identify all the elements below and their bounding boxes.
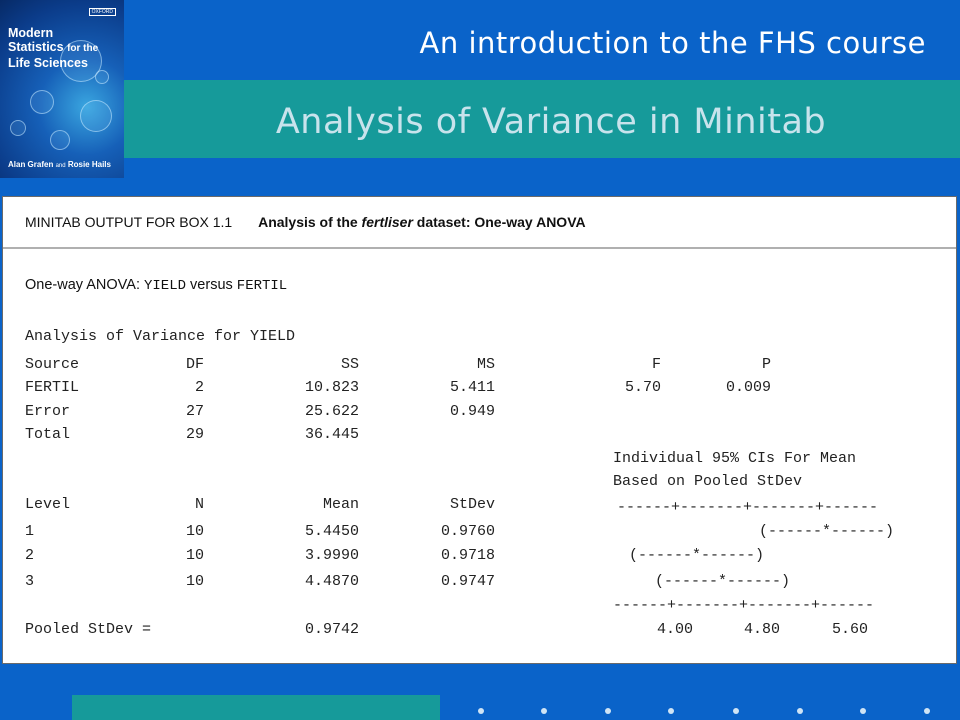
- anova-header-p: P: [761, 356, 771, 373]
- section-title: Analysis of Variance for YIELD: [25, 328, 296, 345]
- book-title-line3: Life Sciences: [8, 56, 88, 70]
- anova-header-f: F: [651, 356, 661, 373]
- anova-cell: 25.622: [304, 403, 359, 420]
- anova-response-var: YIELD: [144, 278, 187, 294]
- footer-dot: [733, 708, 739, 714]
- footer-dot: [924, 708, 930, 714]
- level-cell: 10: [185, 523, 204, 540]
- level-header-n: N: [194, 496, 204, 513]
- anova-cell: 0.009: [725, 379, 771, 396]
- anova-cell: 36.445: [304, 426, 359, 443]
- cover-bubble: [50, 130, 70, 150]
- anova-header-source: Source: [25, 356, 80, 373]
- level-header-level: Level: [25, 496, 71, 513]
- level-cell: 0.9747: [440, 573, 495, 590]
- book-title-word: Statistics: [8, 40, 64, 54]
- anova-cell: 2: [194, 379, 204, 396]
- anova-header-ms: MS: [476, 356, 495, 373]
- cover-bubble: [80, 100, 112, 132]
- book-authors: [8, 160, 124, 169]
- book-author: Rosie Hails: [67, 160, 111, 169]
- ci-tick-label: 4.00: [657, 621, 694, 638]
- ci-tick-label: 5.60: [832, 621, 869, 638]
- book-title-line2: [8, 40, 124, 56]
- box-title: [258, 214, 586, 230]
- ci-top-axis: ------+-------+-------+------: [617, 499, 879, 516]
- book-author-and: and: [55, 163, 66, 169]
- level-cell: 2: [25, 547, 35, 564]
- ci-tick-label: 4.80: [744, 621, 781, 638]
- box-heading: [25, 214, 586, 230]
- minitab-output-panel: [2, 196, 957, 664]
- level-cell: 3: [25, 573, 35, 590]
- box-label: MINITAB OUTPUT FOR BOX 1.1: [25, 214, 233, 230]
- anova-cell: Total: [25, 426, 71, 443]
- ci-interval: (------*------): [655, 573, 791, 590]
- course-title: An introduction to the FHS course: [419, 26, 926, 60]
- box-title-dataset: fertliser: [361, 214, 413, 230]
- anova-cell: 5.411: [449, 379, 495, 396]
- book-title-word: for the: [67, 43, 99, 54]
- ci-title-line2: Based on Pooled StDev: [613, 473, 803, 490]
- book-cover-image: [0, 0, 124, 178]
- anova-cell: 0.949: [449, 403, 495, 420]
- anova-versus: versus: [190, 277, 233, 293]
- ci-bottom-axis: ------+-------+-------+------: [613, 597, 875, 614]
- anova-header-df: DF: [185, 356, 204, 373]
- cover-bubble: [95, 70, 109, 84]
- heading-divider: [3, 247, 956, 249]
- level-cell: 1: [25, 523, 35, 540]
- anova-command-line: [25, 277, 287, 294]
- cover-bubble: [10, 120, 26, 136]
- anova-cell: 27: [185, 403, 204, 420]
- footer-dot: [797, 708, 803, 714]
- level-cell: 10: [185, 573, 204, 590]
- slide-title: Analysis of Variance in Minitab: [275, 102, 827, 142]
- pooled-value: 0.9742: [304, 621, 359, 638]
- ci-interval: (------*------): [629, 547, 765, 564]
- anova-header-ss: SS: [340, 356, 359, 373]
- box-title-part: Analysis of the: [258, 214, 362, 230]
- level-cell: 4.4870: [304, 573, 359, 590]
- footer-dot: [860, 708, 866, 714]
- anova-prefix: One-way ANOVA:: [25, 277, 140, 293]
- anova-factor-var: FERTIL: [236, 278, 288, 294]
- publisher-logo: OXFORD: [89, 8, 116, 16]
- cover-bubble: [30, 90, 54, 114]
- footer-bar: [72, 695, 440, 720]
- level-cell: 3.9990: [304, 547, 359, 564]
- book-title: [8, 26, 124, 70]
- anova-cell: 10.823: [304, 379, 359, 396]
- anova-cell: Error: [25, 403, 71, 420]
- footer-dot: [541, 708, 547, 714]
- anova-cell: FERTIL: [25, 379, 80, 396]
- footer-dot: [605, 708, 611, 714]
- level-header-mean: Mean: [322, 496, 359, 513]
- pooled-label: Pooled StDev =: [25, 621, 152, 638]
- anova-cell: 29: [185, 426, 204, 443]
- anova-cell: 5.70: [624, 379, 661, 396]
- level-cell: 0.9718: [440, 547, 495, 564]
- level-header-stdev: StDev: [449, 496, 495, 513]
- level-cell: 10: [185, 547, 204, 564]
- box-title-part: dataset: One-way ANOVA: [412, 214, 586, 230]
- ci-title-line1: Individual 95% CIs For Mean: [613, 450, 857, 467]
- book-title-line1: Modern: [8, 26, 54, 40]
- footer-dot: [478, 708, 484, 714]
- book-author: Alan Grafen: [8, 160, 54, 169]
- level-cell: 0.9760: [440, 523, 495, 540]
- footer-dot: [668, 708, 674, 714]
- ci-interval: (------*------): [759, 523, 895, 540]
- level-cell: 5.4450: [304, 523, 359, 540]
